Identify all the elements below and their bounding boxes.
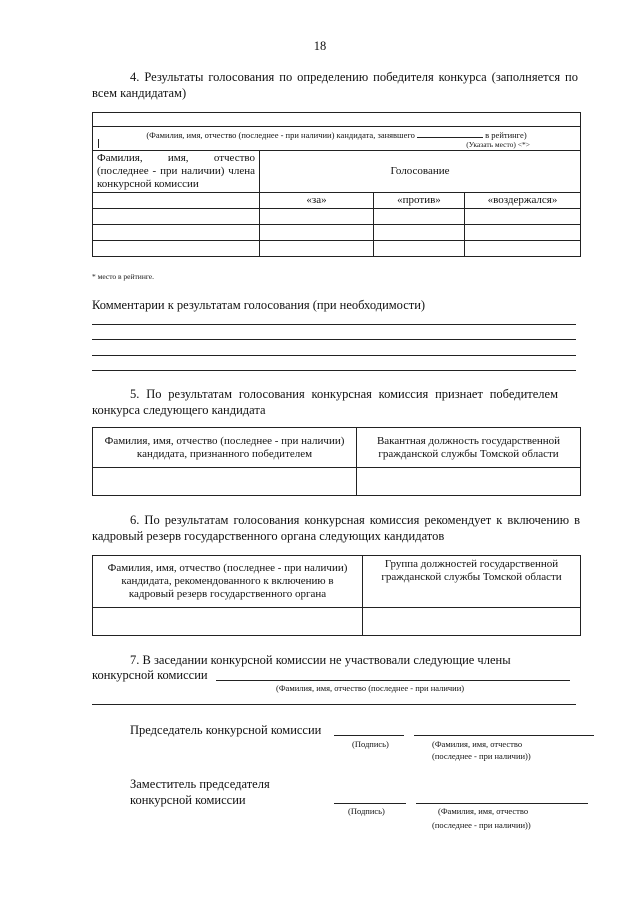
footnote: * место в рейтинге. [92, 272, 155, 281]
chairman-name-line[interactable] [414, 735, 594, 736]
deputy-name-caption-1: (Фамилия, имя, отчество [438, 806, 529, 816]
chairman-sign-caption: (Подпись) [352, 739, 389, 749]
section7-line2: конкурсной комиссии [92, 668, 208, 682]
blank-top-row[interactable] [93, 113, 581, 127]
member-name-header: Фамилия, имя, отчество (последнее - при наличии) члена конкурсной комиссии [93, 151, 260, 193]
section4-heading: 4. Результаты голосования по определению победителя конкурса (заполняется по всем кандидатам) [92, 70, 578, 100]
place-hint: (Указать место) <*> [466, 140, 530, 149]
voting-results-table [92, 112, 581, 257]
absent-members-caption: (Фамилия, имя, отчество (последнее - при наличии) [276, 683, 465, 693]
absent-members-line-2[interactable] [92, 704, 576, 705]
deputy-signature-line[interactable] [334, 803, 406, 804]
reserve-name-cell[interactable] [93, 608, 363, 636]
section6-heading: 6. По результатам голосования конкурсная комиссия рекомендует к включению в кадровый резерв государственного органа следующих кандидатов [92, 513, 580, 543]
deputy-label-2: конкурсной комиссии [130, 793, 246, 807]
table-cell[interactable] [374, 209, 465, 225]
reserve-table [92, 555, 581, 636]
deputy-name-line[interactable] [416, 803, 588, 804]
table-cell[interactable] [374, 241, 465, 257]
table-cell[interactable] [374, 225, 465, 241]
deputy-sign-caption: (Подпись) [348, 806, 385, 816]
col-for: «за» [260, 193, 374, 209]
cursor-mark [98, 139, 99, 148]
section5-heading: 5. По результатам голосования конкурсная комиссия признает победителем конкурса следующего кандидата [92, 387, 558, 417]
col-abstain: «воздержался» [465, 193, 581, 209]
table-cell[interactable] [465, 225, 581, 241]
table-cell[interactable] [93, 225, 260, 241]
position-group-cell[interactable] [363, 608, 581, 636]
table-row [93, 241, 581, 257]
deputy-label-1: Заместитель председателя [130, 777, 270, 791]
table-cell[interactable] [260, 209, 374, 225]
table-cell[interactable] [260, 241, 374, 257]
vacancy-cell[interactable] [357, 468, 581, 496]
candidate-place-row [93, 127, 581, 151]
comment-line[interactable] [92, 324, 576, 325]
absent-members-line[interactable] [216, 680, 570, 681]
chairman-label: Председатель конкурсной комиссии [130, 723, 322, 737]
table-cell[interactable] [465, 209, 581, 225]
position-group-header: Группа должностей государственной гражданской службы Томской области [363, 556, 581, 608]
table-cell[interactable] [93, 209, 260, 225]
blank-cell[interactable] [93, 193, 260, 209]
place-blank[interactable] [417, 137, 483, 138]
deputy-name-caption-2: (последнее - при наличии)) [432, 820, 531, 830]
candidate-line-suffix: в рейтинге) [485, 130, 527, 140]
col-against: «против» [374, 193, 465, 209]
chairman-signature-line[interactable] [334, 735, 404, 736]
comment-line[interactable] [92, 339, 576, 340]
candidate-line-prefix: (Фамилия, имя, отчество (последнее - при наличии) кандидата, занявшего [146, 130, 415, 140]
reserve-name-header: Фамилия, имя, отчество (последнее - при наличии) кандидата, рекомендованного к включению в кадровый резерв государственного органа [93, 556, 363, 608]
table-cell[interactable] [93, 241, 260, 257]
voting-header: Голосование [260, 151, 581, 193]
table-row [93, 209, 581, 225]
vacancy-header: Вакантная должность государственной гражданской службы Томской области [357, 428, 581, 468]
winner-table [92, 427, 581, 496]
chairman-name-caption-2: (последнее - при наличии)) [432, 751, 531, 761]
comment-line[interactable] [92, 355, 576, 356]
winner-name-header: Фамилия, имя, отчество (последнее - при наличии) кандидата, признанного победителем [93, 428, 357, 468]
table-cell[interactable] [465, 241, 581, 257]
table-cell[interactable] [260, 225, 374, 241]
page-number: 18 [313, 39, 327, 53]
comment-line[interactable] [92, 370, 576, 371]
table-row [93, 225, 581, 241]
winner-name-cell[interactable] [93, 468, 357, 496]
section7-line1: 7. В заседании конкурсной комиссии не участвовали следующие члены [130, 653, 511, 667]
comments-label: Комментарии к результатам голосования (при необходимости) [92, 298, 426, 312]
chairman-name-caption-1: (Фамилия, имя, отчество [432, 739, 523, 749]
